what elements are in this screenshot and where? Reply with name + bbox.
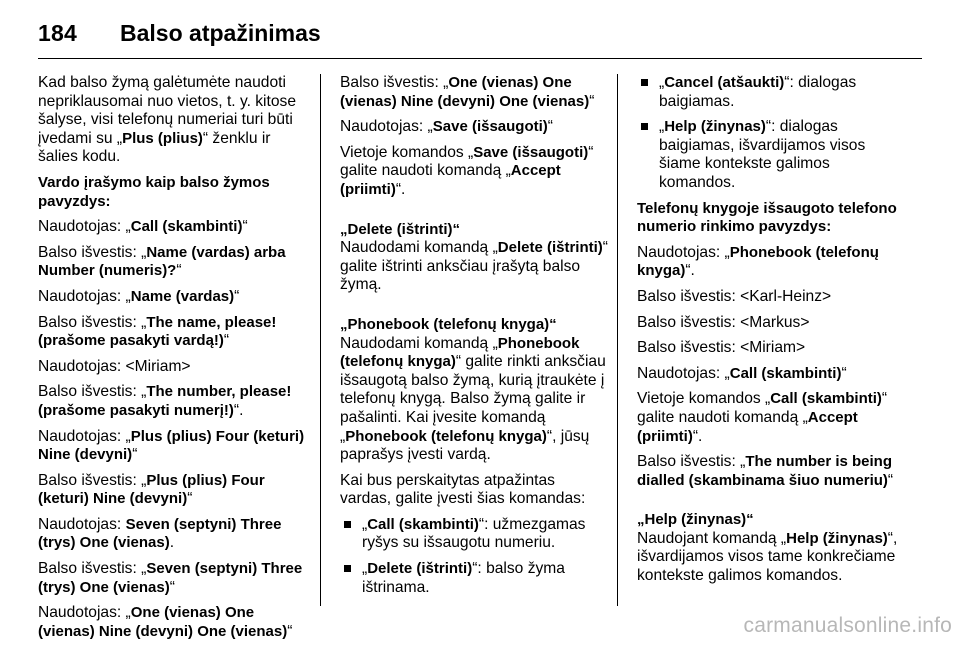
column-divider (617, 74, 618, 606)
bullet-icon (641, 123, 648, 130)
watermark: carmanualsonline.info (743, 614, 952, 637)
list-item: „Help (žinynas)“: dialogas baigiamas, išvardijamos visos šiame kontekste galimos komandos. (637, 118, 899, 192)
help-heading: „Help (žinynas)“ (637, 511, 754, 529)
dialog-lines (38, 218, 306, 641)
dialog-line: Balso išvestis: „The name, please! (prašome pasakyti vardą!)“ (38, 313, 277, 350)
dialog-line: Balso išvestis: <Karl-Heinz> (637, 287, 832, 305)
dialog-line: Naudotojas: „Call (skambinti)“ (38, 218, 248, 236)
phonebook-paragraph: Naudodami komandą „Phonebook (telefonų knyga)“ galite rinkti anksčiau išsaugotą balso žymą, kurią įtraukėte į telefonų knygą. Balso žymą galite ir pašalinti. Kai įvesite komandą „Phonebook (telefonų knyga)“, jūsų paprašys įvesti vardą. (340, 334, 606, 464)
page-number: 184 (38, 20, 77, 46)
dialog-line: Naudotojas: „One (vienas) One (vienas) Nine (devyni) One (vienas)“ (38, 604, 293, 640)
delete-heading: „Delete (ištrinti)“ (340, 220, 461, 238)
dialog-line: Naudotojas: „Call (skambinti)“ (637, 364, 847, 382)
intro-paragraph: Kad balso žymą galėtumėte naudoti nepriklausomai nuo vietos, t. y. kitose šalyse, visi telefonų numeriai turi būti įvedami su „Plus (plius)“ ženklu ir šalies kodu. (38, 74, 296, 166)
dialog-line: Balso išvestis: „The number is being dialled (skambinama šiuo numeriu)“ (637, 453, 894, 489)
dialog-line: Balso išvestis: „Plus (plius) Four (keturi) Nine (devyni)“ (38, 471, 265, 508)
dialog-line: Balso išvestis: „Seven (septyni) Three (trys) One (vienas)“ (38, 560, 303, 596)
column-3 (637, 74, 899, 593)
list-item: „Delete (ištrinti)“: balso žyma ištrinama. (340, 560, 608, 597)
dialog-line: Balso išvestis: <Markus> (637, 313, 810, 331)
column-2 (340, 74, 608, 604)
bullet-icon (344, 565, 351, 572)
example-heading: Telefonų knygoje išsaugoto telefono numerio rinkimo pavyzdys: (637, 199, 897, 236)
save-alternative: Vietoje komandos „Save (išsaugoti)“ galite naudoti komandą „Accept (priimti)“. (340, 143, 594, 198)
dialog-line: Naudotojas: Seven (septyni) Three (trys) One (vienas). (38, 515, 282, 552)
column-divider (320, 74, 321, 606)
help-paragraph: Naudojant komandą „Help (žinynas)“, išvardijamos visos tame konkrečiame kontekste galimos komandos. (637, 529, 898, 585)
bullet-icon (344, 521, 351, 528)
example-heading: Vardo įrašymo kaip balso žymos pavyzdys: (38, 173, 270, 210)
dialog-line: Naudotojas: <Miriam> (38, 357, 191, 375)
header-rule (38, 58, 922, 59)
dialog-line: Naudotojas: „Save (išsaugoti)“ (340, 118, 553, 136)
column-1 (38, 74, 306, 648)
phonebook-heading: „Phonebook (telefonų knyga)“ (340, 315, 557, 333)
dialog-line: Balso išvestis: „One (vienas) One (vienas) Nine (devyni) One (vienas)“ (340, 74, 595, 110)
list-item: „Call (skambinti)“: užmezgamas ryšys su išsaugotu numeriu. (340, 516, 608, 553)
bullet-icon (641, 79, 648, 86)
dialog-line: Naudotojas: „Phonebook (telefonų knyga)“. (637, 243, 879, 280)
delete-paragraph: Naudodami komandą „Delete (ištrinti)“ galite ištrinti anksčiau įrašytą balso žymą. (340, 239, 608, 294)
dialog-line: Balso išvestis: „The number, please! (prašome pasakyti numerį!)“. (38, 383, 292, 419)
page-header (38, 14, 922, 58)
dialog-line: Balso išvestis: <Miriam> (637, 339, 806, 357)
dialog-line: Naudotojas: „Name (vardas)“ (38, 287, 240, 305)
call-alternative: Vietoje komandos „Call (skambinti)“ galite naudoti komandą „Accept (priimti)“. (637, 390, 888, 445)
dialog-line: Naudotojas: „Plus (plius) Four (keturi) Nine (devyni)“ (38, 427, 305, 464)
dialog-line: Balso išvestis: „Name (vardas) arba Number (numeris)?“ (38, 243, 286, 280)
chapter-title: Balso atpažinimas (120, 20, 321, 46)
commands-intro: Kai bus perskaitytas atpažintas vardas, galite įvesti šias komandas: (340, 471, 586, 508)
list-item: „Cancel (atšaukti)“: dialogas baigiamas. (637, 74, 899, 111)
